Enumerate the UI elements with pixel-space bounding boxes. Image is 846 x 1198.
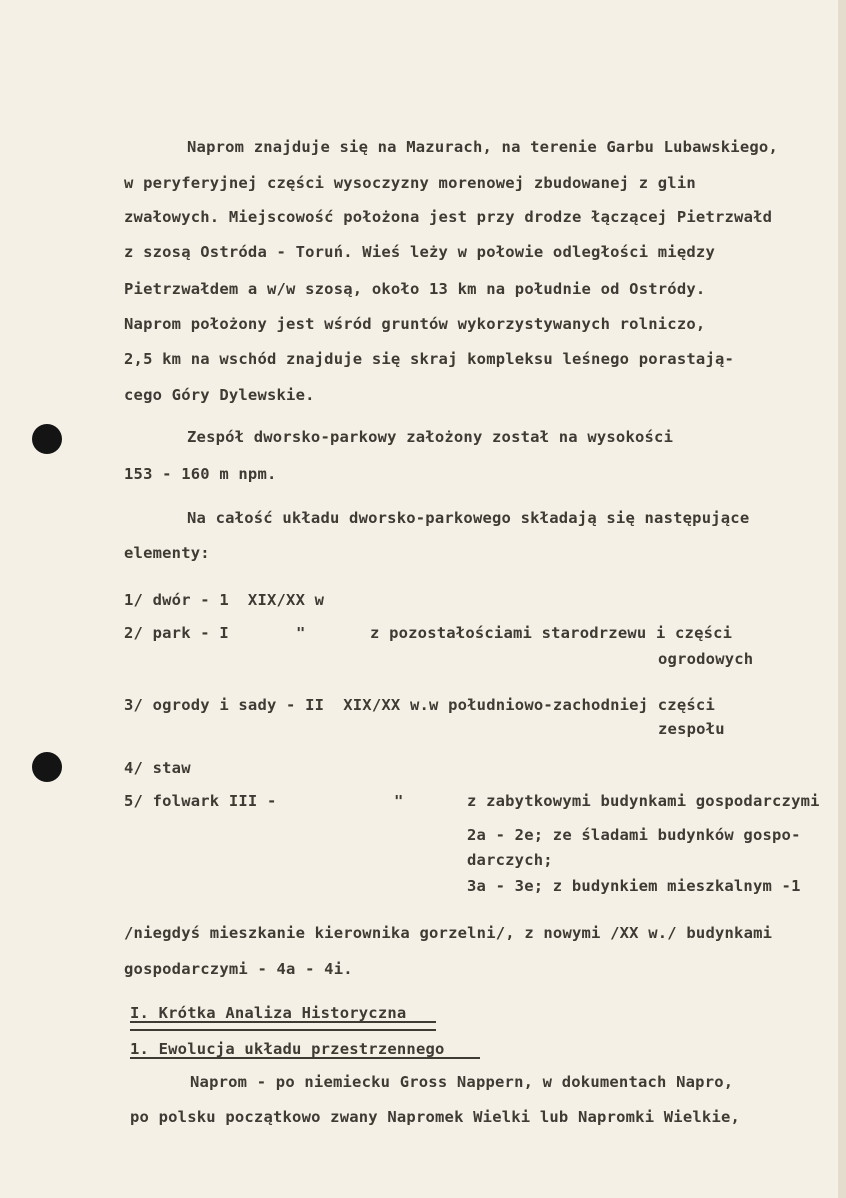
list-item: 4/ staw xyxy=(124,759,191,777)
list-item-note: 2a - 2e; ze śladami budynków gospo- xyxy=(467,826,801,844)
text-line: po polsku początkowo zwany Napromek Wielki lub Napromki Wielkie, xyxy=(130,1108,741,1126)
section-heading: I. Krótka Analiza Historyczna xyxy=(130,1004,407,1022)
text-line: /niegdyś mieszkanie kierownika gorzelni/, z nowymi /XX w./ budynkami xyxy=(124,924,773,942)
text-line: z szosą Ostróda - Toruń. Wieś leży w połowie odległości między xyxy=(124,243,715,261)
list-item-note: z pozostałościami starodrzewu i części xyxy=(370,624,733,642)
text-line: Naprom znajduje się na Mazurach, na terenie Garbu Lubawskiego, xyxy=(187,138,778,156)
list-item-note: z zabytkowymi budynkami gospodarczymi xyxy=(467,792,820,810)
list-item-note: darczych; xyxy=(467,851,553,869)
text-line: Na całość układu dworsko-parkowego składają się następujące xyxy=(187,509,750,527)
subsection-heading: 1. Ewolucja układu przestrzennego xyxy=(130,1040,445,1058)
text-line: 153 - 160 m npm. xyxy=(124,465,277,483)
text-line: Pietrzwałdem a w/w szosą, około 13 km na południe od Ostródy. xyxy=(124,280,706,298)
ditto-mark: " xyxy=(296,624,306,642)
text-line: w peryferyjnej części wysoczyzny morenowej zbudowanej z glin xyxy=(124,174,696,192)
text-line: Naprom położony jest wśród gruntów wykorzystywanych rolniczo, xyxy=(124,315,706,333)
page-edge xyxy=(838,0,846,1198)
list-item-note: zespołu xyxy=(658,720,725,738)
text-line: cego Góry Dylewskie. xyxy=(124,386,315,404)
list-item-note: ogrodowych xyxy=(658,650,754,668)
double-underline xyxy=(130,1021,436,1031)
list-item: 1/ dwór - 1 XIX/XX w xyxy=(124,591,325,609)
ditto-mark: " xyxy=(394,792,404,810)
list-item: 3/ ogrody i sady - II XIX/XX w.w południowo-zachodniej części xyxy=(124,696,715,714)
underline xyxy=(130,1057,480,1059)
text-line: elementy: xyxy=(124,544,210,562)
text-line: Zespół dworsko-parkowy założony został na wysokości xyxy=(187,428,674,446)
punch-hole xyxy=(32,752,62,782)
punch-hole xyxy=(32,424,62,454)
text-line: zwałowych. Miejscowość położona jest przy drodze łączącej Pietrzwałd xyxy=(124,208,773,226)
text-line: Naprom - po niemiecku Gross Nappern, w dokumentach Napro, xyxy=(190,1073,734,1091)
list-item-note: 3a - 3e; z budynkiem mieszkalnym -1 xyxy=(467,877,801,895)
list-item: 2/ park - I xyxy=(124,624,229,642)
text-line: 2,5 km na wschód znajduje się skraj kompleksu leśnego porastają- xyxy=(124,350,735,368)
list-item: 5/ folwark III - xyxy=(124,792,277,810)
text-line: gospodarczymi - 4a - 4i. xyxy=(124,960,353,978)
